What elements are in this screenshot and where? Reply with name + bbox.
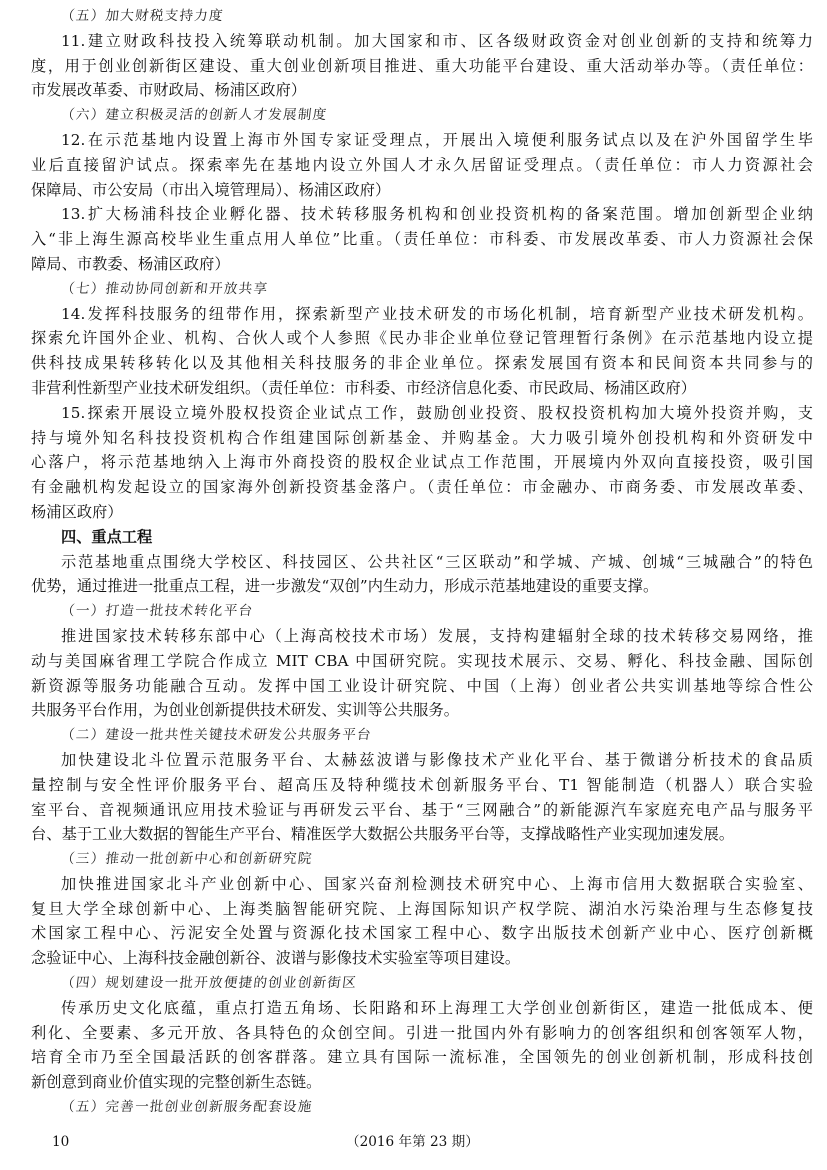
paragraph <box>31 624 813 723</box>
paragraph-line: 非营利性新型产业技术研发组织。（责任单位：市科委、市经济信息化委、市民政局、杨浦区政府） <box>31 378 697 397</box>
paragraph-line: 传承历史文化底蕴，重点打造五角场、长阳路和环上海理工大学创业创新街区，建造一批低成本、便 <box>61 998 813 1017</box>
paragraph <box>31 401 813 525</box>
paragraph-line: 加快建设北斗位置示范服务平台、太赫兹波谱与影像技术产业化平台、基于微谱分析技术的食品质 <box>61 750 813 769</box>
issue-label: （2016 年第 23 期） <box>346 1134 479 1150</box>
paragraph-line: 复旦大学全球创新中心、上海类脑智能研究院、上海国际知识产权学院、湖泊水污染治理与生态修复技 <box>31 899 813 918</box>
paragraph-line: 杨浦区政府） <box>31 502 123 521</box>
paragraph-line: 动与美国麻省理工学院合作成立 MIT CBA 中国研究院。实现技术展示、交易、孵化、科技金融、国际创 <box>31 651 813 670</box>
section-heading: 四、重点工程 <box>61 527 153 546</box>
paragraph-line: 优势，通过推进一批重点工程，进一步激发“双创”内生动力，形成示范基地建设的重要支撑。 <box>31 577 659 596</box>
subsection-heading: （五）完善一批创业创新服务配套设施 <box>60 1099 314 1116</box>
paragraph-line: 示范基地重点围绕大学校区、科技园区、公共社区“三区联动”和学城、产城、创城“三城融合”的特色 <box>61 552 813 571</box>
paragraph-line: 室平台、音视频通讯应用技术验证与再研发云平台、基于“三网融合”的新能源汽车家庭充电产品与服务平 <box>31 800 813 819</box>
document-body <box>31 4 813 1120</box>
paragraph <box>31 872 813 971</box>
paragraph-line: 利化、全要素、多元开放、各具特色的众创空间。引进一批国内外有影响力的创客组织和创客领军人物， <box>31 1023 813 1042</box>
subsection-heading: （一）打造一批技术转化平台 <box>60 603 255 620</box>
paragraph-line: 台、基于工业大数据的智能生产平台、精准医学大数据公共服务平台等，支撑战略性产业实现加速发展。 <box>31 825 735 844</box>
paragraph <box>31 550 813 600</box>
paragraph-line: 业后直接留沪试点。探索率先在基地内设立外国人才永久居留证受理点。（责任单位：市人力资源社会 <box>31 155 813 174</box>
paragraph-line: 加快推进国家北斗产业创新中心、国家兴奋剂检测技术研究中心、上海市信用大数据联合实验室、 <box>61 874 813 893</box>
paragraph-line: 保障局、市公安局（市出入境管理局）、杨浦区政府） <box>31 180 391 199</box>
paragraph-line: 共服务平台作用，为创业创新提供技术研发、实训等公共服务。 <box>31 701 460 720</box>
subsection-heading: （三）推动一批创新中心和创新研究院 <box>60 851 314 868</box>
page-number: 10 <box>52 1134 70 1150</box>
paragraph <box>31 128 813 202</box>
paragraph-line: 新创意到商业价值实现的完整创新生态链。 <box>31 1073 322 1092</box>
paragraph-line: 11.建立财政科技投入统筹联动机制。加大国家和市、区各级财政资金对创业创新的支持和统筹力 <box>61 31 813 50</box>
subsection-heading: （二）建设一批共性关键技术研发公共服务平台 <box>60 727 373 744</box>
subsection-heading: （五）加大财税支持力度 <box>60 8 225 24</box>
paragraph-line: 入“非上海生源高校毕业生重点用人单位”比重。（责任单位：市科委、市发展改革委、市人力资源社会保 <box>31 230 813 249</box>
paragraph <box>31 29 813 103</box>
paragraph-line: 念验证中心、上海科技金融创新谷、波谱与影像技术实验室等项目建设。 <box>31 949 521 968</box>
page-footer <box>0 1130 827 1154</box>
paragraph-line: 14.发挥科技服务的纽带作用，探索新型产业技术研发的市场化机制，培育新型产业技术研发机构。 <box>61 304 813 323</box>
paragraph-line: 市发展改革委、市财政局、杨浦区政府） <box>31 81 307 100</box>
paragraph-line: 有金融机构发起设立的国家海外创新投资基金落户。（责任单位：市金融办、市商务委、市发展改革委、 <box>31 478 813 497</box>
paragraph-line: 度，用于创业创新街区建设、重大创业创新项目推进、重大功能平台建设、重大活动举办等。（责任单位： <box>31 56 813 75</box>
paragraph-line: 新资源等服务功能融合互动。发挥中国工业设计研究院、中国（上海）创业者公共实训基地等综合性公 <box>31 676 813 695</box>
paragraph-line: 心落户，将示范基地纳入上海市外商投资的股权企业试点工作范围，开展境内外双向直接投资，吸引国 <box>31 453 813 472</box>
subsection-heading: （六）建立积极灵活的创新人才发展制度 <box>60 107 329 124</box>
paragraph <box>31 202 813 276</box>
paragraph-line: 探索允许国外企业、机构、合伙人或个人参照《民办非企业单位登记管理暂行条例》在示范基地内设立提 <box>31 329 813 348</box>
paragraph-line: 推进国家技术转移东部中心（上海高校技术市场）发展，支持构建辐射全球的技术转移交易网络，推 <box>61 626 813 645</box>
paragraph-line: 障局、市教委、杨浦区政府） <box>31 254 230 273</box>
subsection-heading: （四）规划建设一批开放便捷的创业创新街区 <box>60 975 358 992</box>
paragraph-line: 培育全市乃至全国最活跃的创客群落。建立具有国际一流标准，全国领先的创业创新机制，形成科技创 <box>31 1048 813 1067</box>
paragraph-line: 15.探索开展设立境外股权投资企业试点工作，鼓励创业投资、股权投资机构加大境外投资并购，支 <box>61 403 813 422</box>
paragraph-line: 供科技成果转移转化以及其他相关科技服务的非企业单位。探索发展国有资本和民间资本共同参与的 <box>31 354 813 373</box>
paragraph-line: 持与境外知名科技投资机构合作组建国际创新基金、并购基金。大力吸引境外创投机构和外资研发中 <box>31 428 813 447</box>
paragraph <box>31 302 813 401</box>
paragraph <box>31 748 813 847</box>
paragraph <box>31 996 813 1095</box>
paragraph-line: 13.扩大杨浦科技企业孵化器、技术转移服务机构和创业投资机构的备案范围。增加创新型企业纳 <box>61 205 813 224</box>
paragraph-line: 术国家工程中心、污泥安全处置与资源化技术国家工程中心、数字出版技术创新产业中心、医疗创新概 <box>31 924 813 943</box>
paragraph-line: 12.在示范基地内设置上海市外国专家证受理点，开展出入境便利服务试点以及在沪外国留学生毕 <box>61 130 813 149</box>
paragraph-line: 量控制与安全性评价服务平台、超高压及特种缆技术创新服务平台、T1 智能制造（机器人）联合实验 <box>31 775 813 794</box>
subsection-heading: （七）推动协同创新和开放共享 <box>60 280 270 297</box>
